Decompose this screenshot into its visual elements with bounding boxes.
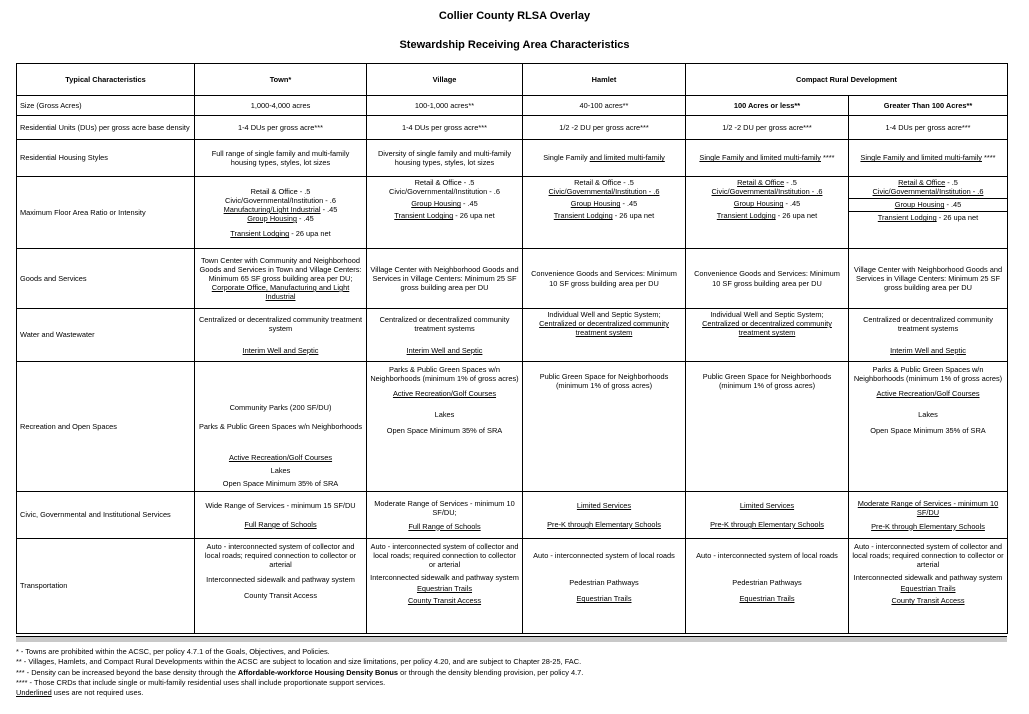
civic-hamlet [523,492,686,539]
transport-crd-large-1: Auto - interconnected system of collector and local roads; required connection to collector or arterial [852,542,1004,570]
far-crd-large-civic: Civic/Governmental/Institution - .6 [872,187,984,197]
transport-village-4: County Transit Access [407,596,482,606]
rec-village-1: Parks & Public Green Spaces w/n Neighborhoods (minimum 1% of gross acres) [370,365,519,384]
far-town-retail: Retail & Office - .5 [250,186,311,196]
transport-crd-small-2: Pedestrian Pathways [732,578,802,588]
row-transport [17,539,1008,634]
water-crd-small-b: Centralized or decentralized community treatment system [702,319,832,338]
units-hamlet: 1/2 -2 DU per gross acre*** [523,116,686,140]
rec-town-3: Active Recreation/Golf Courses [228,452,333,462]
housing-crd-large-b: **** [982,153,996,163]
far-village-transient-a: Transient Lodging [394,211,454,221]
transport-crd-large-3: Equestrian Trails [900,584,956,594]
far-village-civic: Civic/Governmental/Institution - .6 [389,187,500,197]
size-hamlet: 40-100 acres** [523,96,686,116]
footnote-3-a: *** - Density can be increased beyond the base density through the [16,667,238,677]
far-town-transient [198,229,363,238]
far-town-mfg-a: Manufacturing/Light Industrial [223,204,321,214]
transport-village [367,539,523,634]
civic-crd-large [849,492,1008,539]
civic-village-a: Moderate Range of Services - minimum 10 SF/DU; [374,499,515,518]
row-water [17,309,1008,362]
water-town-b: Interim Well and Septic [242,345,319,355]
rec-town-5: Open Space Minimum 35% of SRA [222,478,339,488]
civic-village-b: Full Range of Schools [408,521,481,531]
civic-crd-small [686,492,849,539]
water-crd-small [686,309,849,362]
far-town-transient-a: Transient Lodging [230,229,290,239]
transport-hamlet-2: Pedestrian Pathways [569,578,639,588]
housing-crd-large-a: Single Family and limited multi-family [860,153,982,163]
far-village-transient-b: - 26 upa net [453,211,495,221]
rec-crd-large-1: Parks & Public Green Spaces w/n Neighborhoods (minimum 1% of gross acres) [853,365,1003,384]
size-town: 1,000-4,000 acres [195,96,367,116]
far-village-retail: Retail & Office - .5 [414,178,475,187]
footnote-2: ** - Villages, Hamlets, and Compact Rural Developments within the ACSC are subject to location and size limitations, per policy 4.20, and are subject to Chapter 28-25, FAC. [16,657,582,667]
civic-town [195,492,367,539]
civic-village [367,492,523,539]
footnote-3-b: Affordable-workforce Housing Density Bonus [237,667,399,677]
far-hamlet-transient [526,211,682,220]
water-crd-large-a: Centralized or decentralized community treatment systems [863,315,993,334]
transport-hamlet-1: Auto - interconnected system of local roads [533,551,675,560]
units-crd-small: 1/2 -2 DU per gross acre*** [686,116,849,140]
footnote-5-b: uses are not required uses. [51,688,144,698]
units-crd-large: 1-4 DUs per gross acre*** [849,116,1008,140]
far-hamlet [523,177,686,249]
rec-village-4: Open Space Minimum 35% of SRA [386,426,503,436]
size-crd-large: Greater Than 100 Acres** [849,96,1008,116]
far-hamlet-group-b: - .45 [620,199,638,209]
transport-crd-large-2: Interconnected sidewalk and pathway system [853,573,1003,583]
rec-crd-large-3: Lakes [918,410,938,420]
far-hamlet-retail: Retail & Office - .5 [574,178,634,187]
row-label-units: Residential Units (DUs) per gross acre base density [17,116,195,140]
civic-town-b: Full Range of Schools [244,520,317,529]
header-village: Village [367,64,523,96]
far-crd-small-transient-b: - 26 upa net [775,211,818,221]
goods-hamlet: Convenience Goods and Services: Minimum 10 SF gross building area per DU [523,249,686,309]
water-village-b: Interim Well and Septic [406,345,483,355]
water-village [367,309,523,362]
rec-hamlet: Public Green Space for Neighborhoods (minimum 1% of gross acres) [523,362,686,492]
row-units [17,116,1008,140]
civic-crd-small-a: Limited Services [739,500,795,510]
row-recreation [17,362,1008,492]
far-crd-large-group-a: Group Housing [894,200,945,210]
far-crd-large-group [849,198,1007,209]
water-village-a: Centralized or decentralized community treatment systems [379,315,510,334]
rec-crd-large-4: Open Space Minimum 35% of SRA [870,426,986,436]
document-subtitle: Stewardship Receiving Area Characteristics [399,39,630,51]
rec-town-1: Community Parks (200 SF/DU) [229,402,332,412]
water-crd-large-b: Interim Well and Septic [890,345,966,355]
goods-crd-small: Convenience Goods and Services: Minimum 10 SF gross building area per DU [686,249,849,309]
far-hamlet-group-a: Group Housing [570,199,621,209]
footnote-5-a: Underlined [16,688,52,698]
far-crd-small-transient-a: Transient Lodging [716,211,776,221]
goods-village: Village Center with Neighborhood Goods and Services in Village Centers: Minimum 25 SF gross building area per DU [367,249,523,309]
far-crd-large-transient [849,211,1007,222]
far-crd-small-group-b: - .45 [783,199,801,209]
transport-crd-small [686,539,849,634]
transport-town-1: Auto - interconnected system of collector and local roads; required connection to collector or arterial [204,542,357,570]
far-village-group-b: - .45 [460,199,478,209]
transport-hamlet [523,539,686,634]
header-town: Town* [195,64,367,96]
far-town-group [198,214,363,223]
size-village: 100-1,000 acres** [367,96,523,116]
rec-town-2: Parks & Public Green Spaces w/n Neighborhoods [198,421,363,431]
size-crd-small: 100 Acres or less** [686,96,849,116]
characteristics-table [16,63,1008,634]
transport-crd-large [849,539,1008,634]
header-row [17,64,1008,96]
document-title: Collier County RLSA Overlay [438,10,591,22]
housing-village: Diversity of single family and multi-family housing types, styles, lot sizes [367,140,523,177]
water-crd-small-a: Individual Well and Septic System; [710,310,824,319]
housing-crd-small [686,140,849,177]
civic-town-a: Wide Range of Services - minimum 15 SF/DU [205,500,356,510]
housing-town: Full range of single family and multi-family housing types, styles, lot sizes [195,140,367,177]
far-crd-small-transient [689,211,845,220]
far-crd-small [686,177,849,249]
footnote-4: **** - Those CRDs that include single or multi-family residential uses shall include proportionate support services. [16,677,386,687]
far-crd-small-retail-b: - .5 [784,178,797,187]
rec-village [367,362,523,492]
rec-town-4: Lakes [270,465,291,475]
far-town [195,177,367,249]
rec-crd-large [849,362,1008,492]
far-town-civic: Civic/Governmental/Institution - .6 [225,195,336,205]
transport-town [195,539,367,634]
far-hamlet-group [526,199,682,208]
water-hamlet-b: Centralized or decentralized community treatment system [539,319,669,338]
transport-town-2: Interconnected sidewalk and pathway system [206,575,355,585]
transport-hamlet-3: Equestrian Trails [576,594,632,604]
far-crd-large-transient-b: - 26 upa net [936,213,979,223]
rec-village-2: Active Recreation/Golf Courses [392,389,497,399]
row-label-water: Water and Wastewater [17,309,195,362]
housing-crd-large [849,140,1008,177]
row-housing [17,140,1008,177]
far-crd-large-transient-a: Transient Lodging [877,213,937,223]
units-town: 1-4 DUs per gross acre*** [195,116,367,140]
units-village: 1-4 DUs per gross acre*** [367,116,523,140]
far-village-group-a: Group Housing [411,199,461,209]
footnote-3 [16,668,583,678]
header-typical: Typical Characteristics [17,64,195,96]
housing-crd-small-b: **** [821,153,835,163]
goods-crd-large: Village Center with Neighborhood Goods and Services in Village Centers: Minimum 25 SF gross building area per DU [849,249,1008,309]
far-village-transient [370,211,519,220]
far-town-group-b: - .45 [296,214,314,224]
transport-village-3: Equestrian Trails [416,584,473,594]
housing-hamlet [523,140,686,177]
row-far [17,177,1008,249]
far-crd-large-retail-b: - .5 [945,178,958,187]
transport-village-1: Auto - interconnected system of collector and local roads; required connection to collector or arterial [370,542,519,570]
water-hamlet-a: Individual Well and Septic System; [547,310,661,319]
water-crd-large [849,309,1008,362]
far-village-group [370,199,519,208]
row-size [17,96,1008,116]
housing-hamlet-b: and limited multi-family [589,153,665,163]
footnote-1: * - Towns are prohibited within the ACSC, per policy 4.7.1 of the Goals, Objectives, and Policies. [16,647,330,656]
water-town-a: Centralized or decentralized community treatment system [198,315,363,334]
far-town-transient-b: - 26 upa net [289,229,331,239]
civic-crd-small-b: Pre-K through Elementary Schools [710,520,824,529]
transport-crd-small-3: Equestrian Trails [739,594,795,604]
goods-town-b: Corporate Office, Manufacturing and Light Industrial [211,283,350,302]
goods-town [195,249,367,309]
far-village [367,177,523,249]
far-crd-small-group-a: Group Housing [733,199,784,209]
row-label-transport: Transportation [17,539,195,634]
far-crd-small-group [689,199,845,208]
row-civic [17,492,1008,539]
civic-hamlet-a: Limited Services [576,500,632,510]
far-crd-large-retail [852,178,1004,187]
footnote-3-c: or through the density blending provision, per policy 4.7. [398,667,584,677]
far-crd-large-retail-a: Retail & Office [898,178,946,187]
row-goods [17,249,1008,309]
civic-crd-large-a: Moderate Range of Services - minimum 10 SF/DU [857,499,999,518]
far-crd-large-group-b: - .45 [944,200,962,210]
far-hamlet-transient-b: - 26 upa net [612,211,655,221]
row-label-goods: Goods and Services [17,249,195,309]
housing-hamlet-a: Single Family [543,153,590,163]
row-label-civic: Civic, Governmental and Institutional Services [17,492,195,539]
transport-town-3: County Transit Access [243,591,318,601]
row-label-size: Size (Gross Acres) [17,96,195,116]
transport-crd-small-1: Auto - interconnected system of local roads [696,551,838,560]
rec-crd-large-2: Active Recreation/Golf Courses [876,389,980,399]
goods-town-a: Town Center with Community and Neighborhood Goods and Services in Town and Village Centers: Minimum 65 SF gross building area per DU; [199,255,362,283]
far-town-group-a: Group Housing [247,214,297,224]
housing-crd-small-a: Single Family and limited multi-family [699,153,821,163]
rec-village-3: Lakes [434,410,455,420]
water-town [195,309,367,362]
transport-crd-large-4: County Transit Access [891,596,965,606]
table-bottom-band [16,636,1007,642]
far-hamlet-transient-a: Transient Lodging [553,211,613,221]
rec-town [195,362,367,492]
header-crd: Compact Rural Development [686,64,1008,96]
rec-crd-small: Public Green Space for Neighborhoods (minimum 1% of gross acres) [686,362,849,492]
footnote-5 [16,688,583,698]
civic-crd-large-b: Pre-K through Elementary Schools [871,521,985,531]
far-crd-small-civic: Civic/Governmental/Institution - .6 [711,187,823,197]
row-label-far: Maximum Floor Area Ratio or Intensity [17,177,195,249]
row-label-recreation: Recreation and Open Spaces [17,362,195,492]
header-hamlet: Hamlet [523,64,686,96]
far-town-mfg [198,205,363,214]
far-crd-small-retail [689,178,845,187]
far-hamlet-civic: Civic/Governmental/Institution - .6 [548,187,660,197]
water-hamlet [523,309,686,362]
row-label-housing: Residential Housing Styles [17,140,195,177]
far-crd-small-retail-a: Retail & Office [737,178,785,187]
civic-hamlet-b: Pre-K through Elementary Schools [547,520,661,529]
footnotes [16,647,583,698]
far-crd-large [849,177,1008,249]
transport-village-2: Interconnected sidewalk and pathway system [370,573,519,583]
far-town-mfg-b: - .45 [320,204,338,214]
